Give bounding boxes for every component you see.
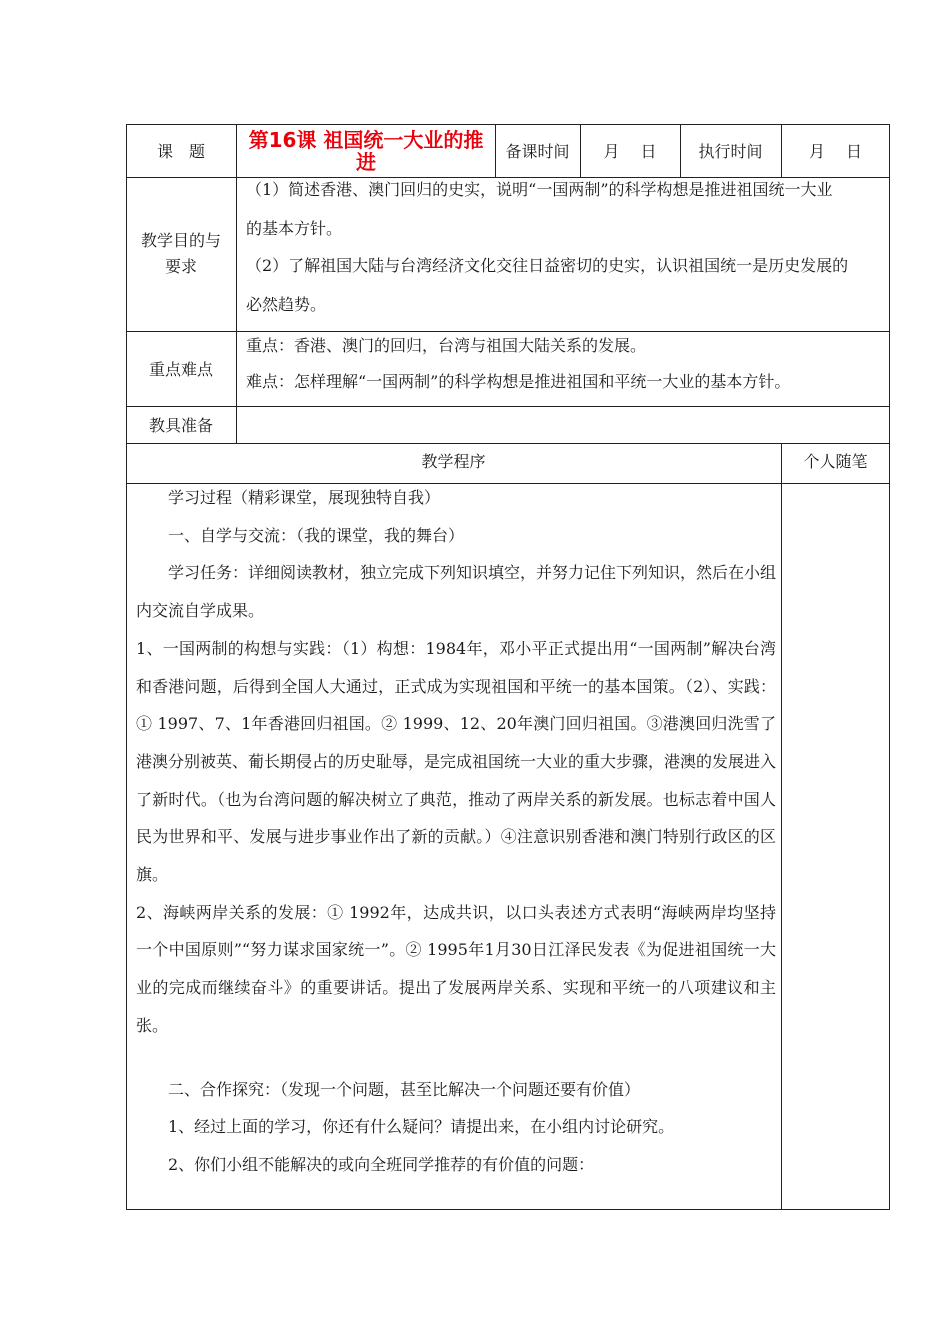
blank-line: [136, 1045, 776, 1071]
procedure-paragraph: 学习任务：详细阅读教材，独立完成下列知识填空，并努力记住下列知识，然后在小组内交流自学成果。: [136, 563, 777, 621]
goals-line: （1）简述香港、澳门回归的史实，说明“一国两制”的科学构想是推进祖国统一大业: [246, 180, 833, 199]
goals-label: 教学目的与要求: [140, 231, 221, 276]
procedure-body: [136, 479, 776, 1184]
procedure-paragraph: 一、自学与交流：（我的课堂，我的舞台）: [168, 525, 465, 545]
procedure-paragraph: 2、海峡两岸关系的发展：① 1992年，达成共识，以口头表述方式表明“海峡两岸均坚持一个中国原则”“努力谋求国家统一”。② 1995年1月30日江泽民发表《为促进祖国统一大业的完成而继续奋斗》的重要讲话。提出了发展两岸关系、实现和平统一的八项建议和主张。: [136, 902, 776, 1035]
notes-header: 个人随笔: [803, 451, 868, 471]
key-points-label: 重点难点: [148, 360, 213, 379]
goals-line: 的基本方针。: [246, 219, 343, 238]
difficult-point: 难点：怎样理解“一国两制”的科学构想是推进祖国和平统一大业的基本方针。: [246, 372, 791, 391]
tools-value: [236, 406, 890, 443]
col-divider: [236, 124, 237, 444]
procedure-header: 教学程序: [421, 451, 486, 471]
exec-date: 月 日: [808, 142, 863, 161]
topic-label: 课 题: [156, 142, 205, 161]
procedure-paragraph: 1、经过上面的学习，你还有什么疑问？请提出来，在小组内讨论研究。: [168, 1117, 675, 1137]
prep-date: 月 日: [603, 142, 657, 161]
goals-line: 必然趋势。: [246, 295, 327, 314]
lesson-title: 第16课 祖国统一大业的推进: [248, 128, 484, 174]
procedure-paragraph: 1、一国两制的构想与实践：（1）构想：1984年，邓小平正式提出用“一国两制”解决台湾和香港问题，后得到全国人大通过，正式成为实现祖国和平统一的基本国策。（2）、实践：① 1997、7、1年香港回归祖国。② 1999、12、20年澳门回归祖国。③港澳回归洗雪了港澳分别被英、葡长期侵占的历史耻辱，是完成祖国统一大业的重大步骤，港澳的发展进入了新时代。（也为台湾问题的解决树立了典范，推动了两岸关系的新发展。也标志着中国人民为世界和平、发展与进步事业作出了新的贡献。）④注意识别香港和澳门特别行政区的区旗。: [136, 638, 777, 885]
procedure-paragraph: 学习过程（精彩课堂，展现独特自我）: [168, 488, 441, 507]
exec-time-label: 执行时间: [698, 142, 763, 161]
key-point: 重点：香港、澳门的回归，台湾与祖国大陆关系的发展。: [246, 336, 647, 355]
procedure-paragraph: 二、合作探究：（发现一个问题，甚至比解决一个问题还要有价值）: [168, 1079, 641, 1099]
col-divider: [781, 443, 782, 1210]
prep-time-label: 备课时间: [505, 142, 570, 161]
tools-label: 教具准备: [148, 416, 213, 435]
goals-line: （2）了解祖国大陆与台湾经济文化交往日益密切的史实，认识祖国统一是历史发展的: [246, 256, 849, 275]
procedure-paragraph: 2、你们小组不能解决的或向全班同学推荐的有价值的问题：: [168, 1154, 595, 1174]
